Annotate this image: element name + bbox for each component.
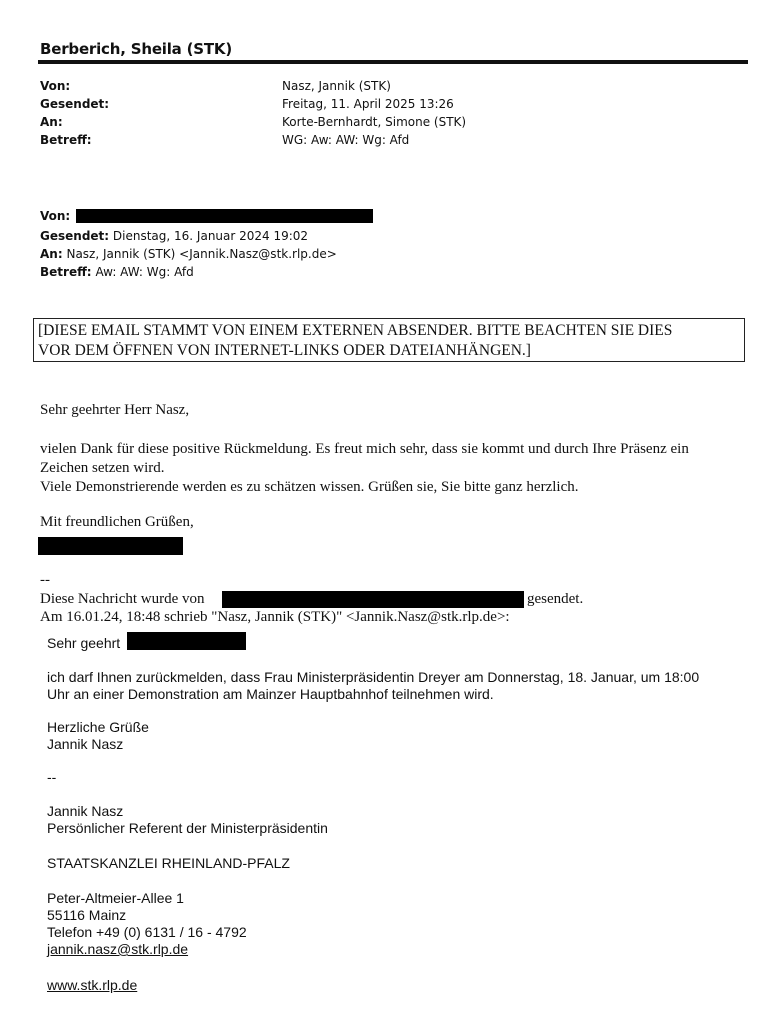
to-label: An: [40,115,63,129]
fw-to-label: An: [40,247,63,261]
sent-via-suffix: gesendet. [527,591,584,607]
from-label: Von: [40,79,71,93]
signature-separator: -- [40,572,50,588]
fw-subject-line [40,265,194,279]
fw-to-line [40,247,337,261]
reply-closing: Mit freundlichen Grüßen, [40,514,194,530]
signature-website-link[interactable]: www.stk.rlp.de [47,977,138,993]
quoted-sender-name: Jannik Nasz [47,736,124,752]
redaction-bar [127,632,246,650]
quoted-body-2: Uhr an einer Demonstration am Mainzer Hauptbahnhof teilnehmen wird. [47,686,494,702]
sent-value: Freitag, 11. April 2025 13:26 [282,97,454,111]
signature-city: 55116 Mainz [47,907,127,923]
fw-from-label: Von: [40,209,71,223]
reply-paragraph-2: Viele Demonstrierende werden es zu schätzen wissen. Grüßen sie, Sie bitte ganz herzlich. [40,479,579,495]
quoted-salutation: Sehr geehrt [47,635,121,651]
sent-label: Gesendet: [40,97,110,111]
reply-salutation: Sehr geehrter Herr Nasz, [40,402,190,418]
sent-via-prefix: Diese Nachricht wurde von [40,591,205,607]
fw-sent-line [40,229,308,243]
quoted-body-1: ich darf Ihnen zurückmelden, dass Frau Ministerpräsidentin Dreyer am Donnerstag, 18. Januar, um 18:00 [47,669,700,685]
signature-email-link[interactable]: jannik.nasz@stk.rlp.de [47,941,189,957]
redaction-bar [38,537,183,555]
mailbox-owner: Berberich, Sheila (STK) [40,40,232,58]
signature-role: Persönlicher Referent der Ministerpräsidentin [47,820,328,836]
fw-subject-value: Aw: AW: Wg: Afd [95,265,194,279]
warning-line-2: VOR DEM ÖFFNEN VON INTERNET-LINKS ODER DATEIANHÄNGEN.] [38,342,531,359]
reply-paragraph-1a: vielen Dank für diese positive Rückmeldung. Es freut mich sehr, dass sie kommt und durch Ihre Präsenz ein [40,441,689,457]
quoted-greeting: Herzliche Grüße [47,719,149,735]
external-sender-warning [33,318,745,362]
from-value: Nasz, Jannik (STK) [282,79,391,93]
fw-subject-label: Betreff: [40,265,92,279]
quoted-separator: -- [47,769,57,785]
signature-street: Peter-Altmeier-Allee 1 [47,890,184,906]
signature-organization: STAATSKANZLEI RHEINLAND-PFALZ [47,855,290,871]
warning-line-1: [DIESE EMAIL STAMMT VON EINEM EXTERNEN ABSENDER. BITTE BEACHTEN SIE DIES [38,322,673,339]
redaction-bar [222,591,524,608]
header-rule [38,60,748,64]
signature-phone: Telefon +49 (0) 6131 / 16 - 4792 [47,924,247,940]
to-value: Korte-Bernhardt, Simone (STK) [282,115,467,129]
fw-sent-label: Gesendet: [40,229,110,243]
subject-label: Betreff: [40,133,92,147]
reply-paragraph-1b: Zeichen setzen wird. [40,460,165,476]
fw-to-value: Nasz, Jannik (STK) <Jannik.Nasz@stk.rlp.de> [66,247,337,261]
subject-value: WG: Aw: AW: Wg: Afd [282,133,410,147]
quote-header: Am 16.01.24, 18:48 schrieb "Nasz, Jannik (STK)" <Jannik.Nasz@stk.rlp.de>: [40,609,510,625]
signature-name: Jannik Nasz [47,803,124,819]
fw-sent-value: Dienstag, 16. Januar 2024 19:02 [112,229,309,243]
redaction-bar [76,209,373,223]
